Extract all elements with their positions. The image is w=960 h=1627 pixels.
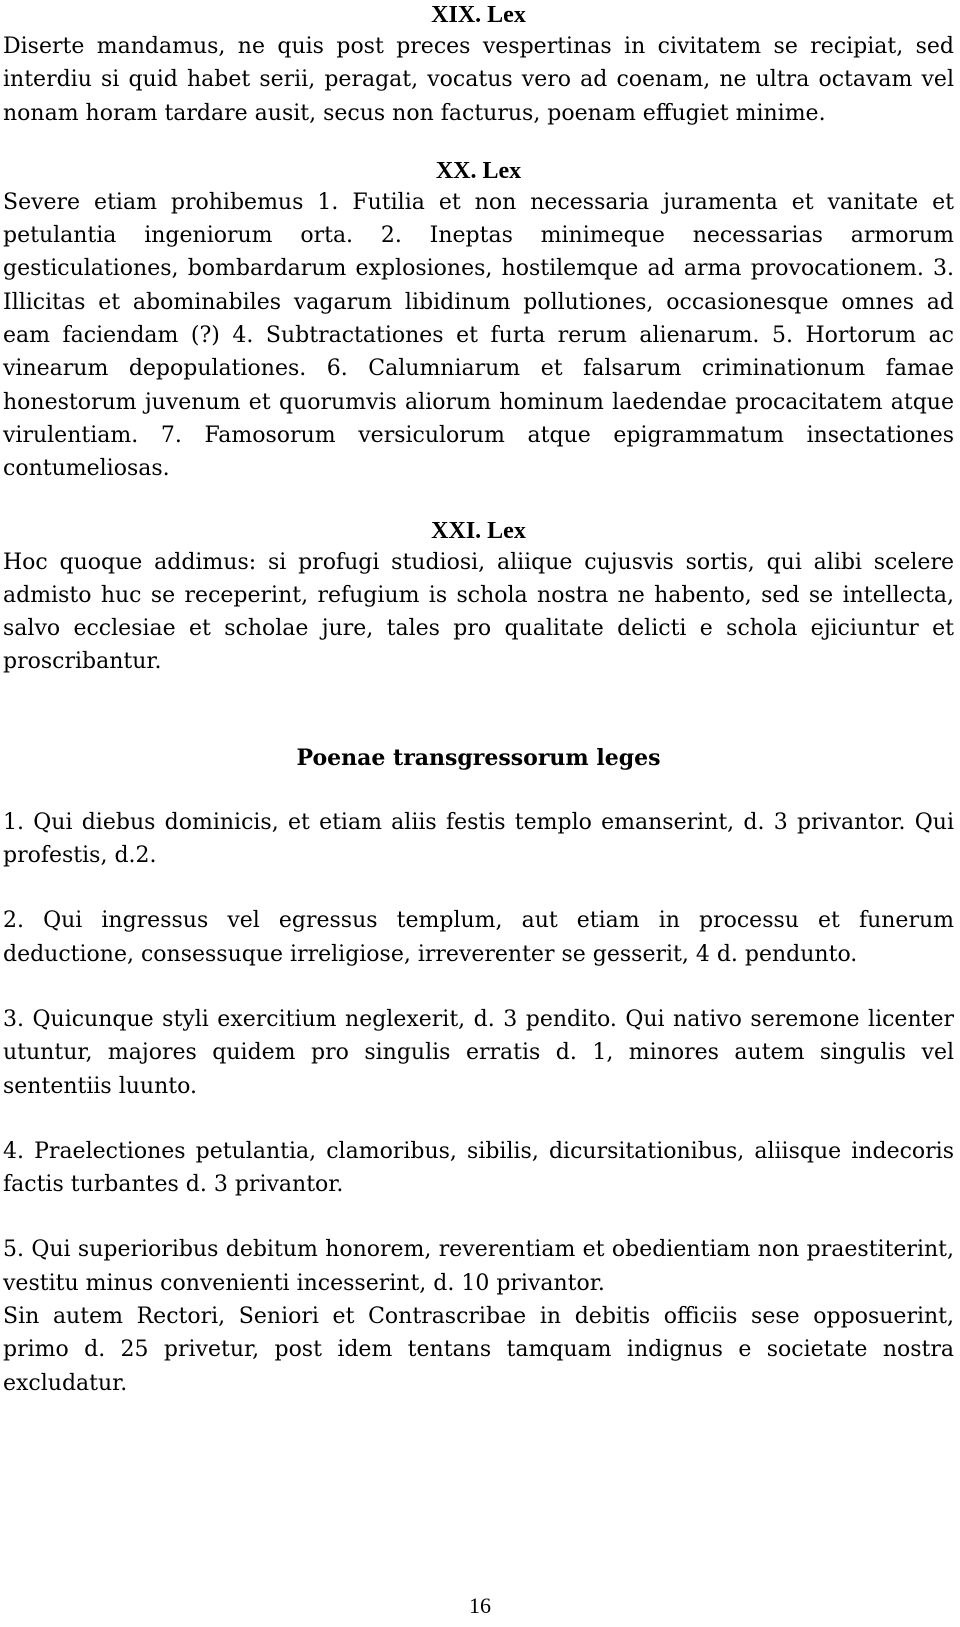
- lex-21-text: Hoc quoque addimus: si profugi studiosi, aliique cujusvis sortis, qui alibi scelere admisto huc se receperint, refugium is schola nostra ne habento, sed se intellecta, salvo ecclesiae et scholae jure, tales pro qualitate delicti e schola ejiciuntur et proscribantur.: [3, 549, 954, 675]
- spacer: [3, 679, 954, 742]
- spacer: [3, 486, 954, 516]
- poenae-item: 4. Praelectiones petulantia, clamoribus, sibilis, dicursitationibus, aliisque indecoris factis turbantes d. 3 privantor.: [3, 1138, 954, 1198]
- poenae-item: 5. Qui superioribus debitum honorem, reverentiam et obedientiam non praestiterint, vestitu minus convenienti incesserint, d. 10 privantor.: [3, 1237, 954, 1296]
- spacer: [3, 775, 954, 806]
- lex-19-heading: XIX. Lex: [431, 2, 526, 28]
- lex-20-heading: XX. Lex: [435, 157, 522, 184]
- lex-20-text: Severe etiam prohibemus 1. Futilia et non necessaria juramenta et vanitate et petulantia ingeniorum orta. 2. Ineptas minimeque necessarias armorum gesticulationes, bombardarum explosiones, hostilemque ad arma provocationem. 3. Illicitas et abominabiles vagarum libidinum pollutiones, occasionesque omnes ad eam faciendam (?) 4. Subtractationes et furta rerum alienarum. 5. Hortorum ac vinearum depopulationes. 6. Calumniarum et falsarum criminationum famae honestorum juvenum et quorumvis aliorum hominum laedendae procacitatem atque virulentiam. 7. Famosorum versiculorum atque epigrammatum insectationes contumeliosas.: [3, 189, 954, 482]
- poenae-section: [3, 742, 954, 1400]
- page-number: 16: [469, 1593, 491, 1618]
- lex-21-heading: XXI. Lex: [431, 517, 526, 544]
- poenae-item: 1. Qui diebus dominicis, et etiam aliis festis templo emanserint, d. 3 privantor. Qui profestis, d.2.: [3, 809, 954, 869]
- lex-19-text: Diserte mandamus, ne quis post preces vespertinas in civitatem se recipiat, sed interdiu si quid habet serii, peragat, vocatus vero ad coenam, ne ultra octavam vel nonam horam tardare ausit, secus non facturus, poenam effugiet minime.: [3, 34, 954, 126]
- spacer: [3, 130, 954, 156]
- poenae-closing: Sin autem Rectori, Seniori et Contrascribae in debitis officiis sese opposuerint, primo d. 25 privetur, post idem tentans tamquam indignus e societate nostra excludatur.: [3, 1304, 954, 1396]
- lex-19-section: [3, 0, 954, 130]
- lex-21-section: [3, 516, 954, 679]
- poenae-item: 2. Qui ingressus vel egressus templum, aut etiam in processu et funerum deductione, consessuque irreligiose, irreverenter se gesserit, 4 d. pendunto.: [3, 908, 954, 967]
- poenae-item: 3. Quicunque styli exercitium neglexerit, d. 3 pendito. Qui nativo seremone licenter utuntur, majores quidem pro singulis erratis d. 1, minores autem singulis vel sententiis luunto.: [3, 1006, 954, 1099]
- lex-20-section: [3, 156, 954, 486]
- poenae-title: Poenae transgressorum leges: [296, 744, 661, 771]
